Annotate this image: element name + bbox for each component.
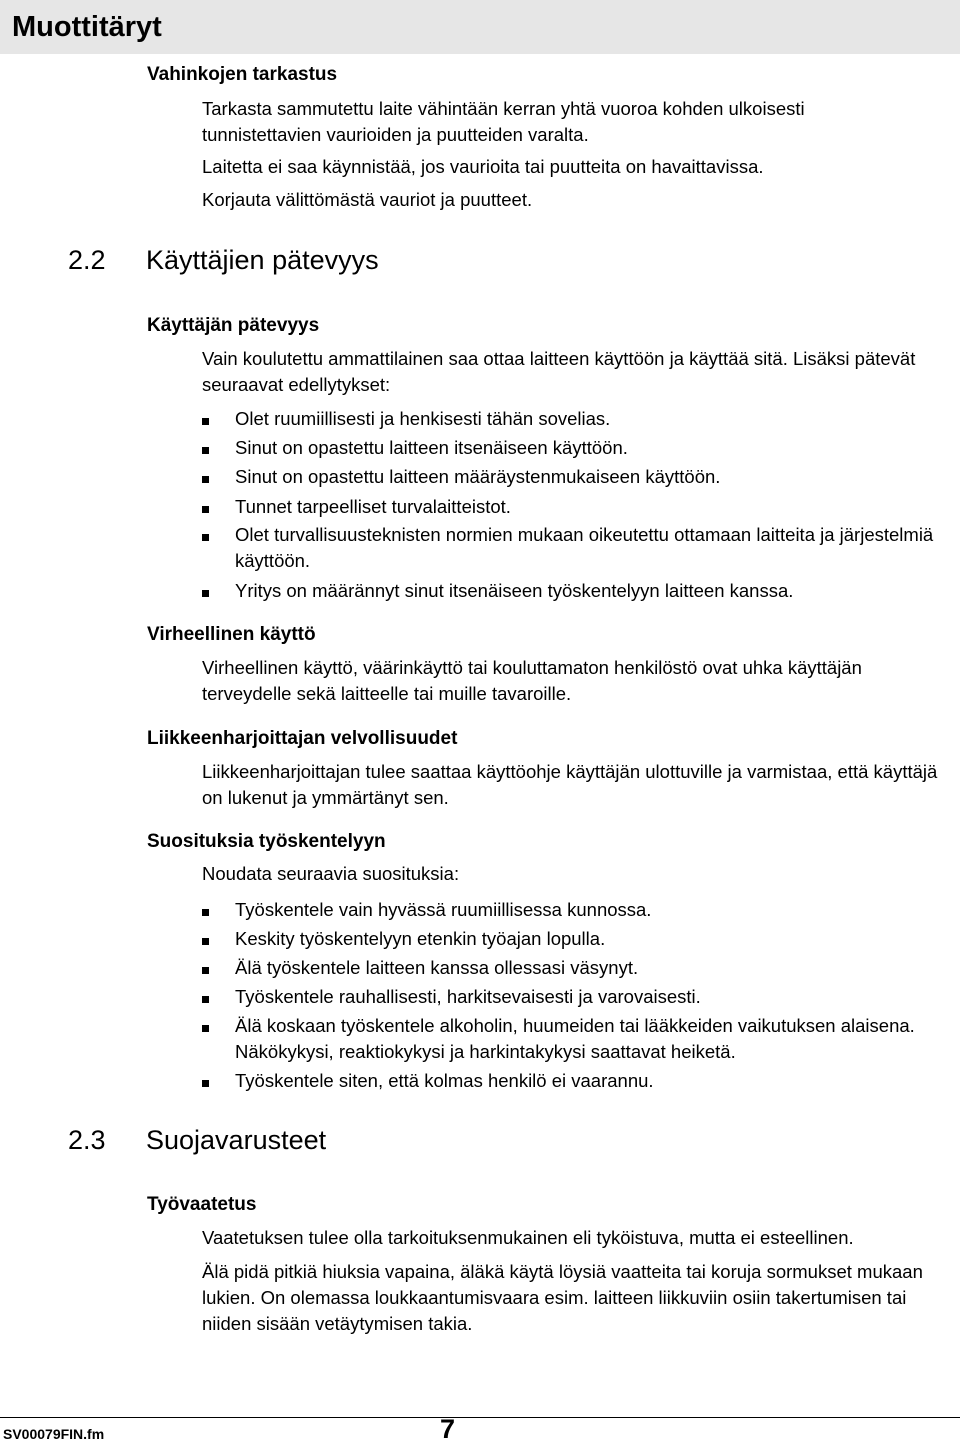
list-item: Työskentele vain hyvässä ruumiillisessa kunnossa. xyxy=(202,897,942,923)
list-item: Älä työskentele laitteen kanssa ollessasi väsynyt. xyxy=(202,955,942,981)
user-competence-heading: Käyttäjän pätevyys xyxy=(147,315,320,336)
clothing-heading: Työvaatetus xyxy=(147,1194,257,1215)
damage-check-paragraph-3: Korjauta välittömästä vauriot ja puutteet. xyxy=(202,189,533,210)
footer-document-code: SV00079FIN.fm xyxy=(3,1426,105,1442)
bullet-square-icon xyxy=(202,996,209,1003)
misuse-text: Virheellinen käyttö, väärinkäyttö tai kouluttamaton henkilöstö ovat uhka käyttäjän terveydelle sekä laitteelle tai muille tavaroille. xyxy=(202,657,862,704)
bullet-square-icon xyxy=(202,476,209,483)
bullet-square-icon xyxy=(202,909,209,916)
page-number: 7 xyxy=(440,1414,456,1444)
clothing-paragraph-1: Vaatetuksen tulee olla tarkoituksenmukainen eli tyköistuva, mutta ei esteellinen. xyxy=(202,1227,854,1248)
damage-check-heading: Vahinkojen tarkastus xyxy=(147,64,338,85)
bullet-square-icon xyxy=(202,447,209,454)
bullet-square-icon xyxy=(202,1025,209,1032)
employer-duties-heading: Liikkeenharjoittajan velvollisuudet xyxy=(147,728,458,749)
work-recommendations-heading: Suosituksia työskentelyyn xyxy=(147,831,386,852)
list-item: Olet ruumiillisesti ja henkisesti tähän sovelias. xyxy=(202,406,942,432)
list-item: Keskity työskentelyyn etenkin työajan lopulla. xyxy=(202,926,942,952)
damage-check-paragraph-1: Tarkasta sammutettu laite vähintään kerran yhtä vuoroa kohden ulkoisesti tunnistettavien vaurioiden ja puutteiden varalta. xyxy=(202,98,805,145)
bullet-square-icon xyxy=(202,418,209,425)
list-item: Tunnet tarpeelliset turvalaitteistot. xyxy=(202,494,942,520)
list-item: Olet turvallisuusteknisten normien mukaan oikeutettu ottamaan laitteita ja järjestelmiä käyttöön. xyxy=(202,522,942,574)
misuse-heading: Virheellinen käyttö xyxy=(147,624,316,645)
bullet-square-icon xyxy=(202,534,209,541)
list-item: Sinut on opastettu laitteen määräystenmukaiseen käyttöön. xyxy=(202,464,942,490)
section-2-2-number: 2.2 xyxy=(68,245,106,275)
list-item: Yritys on määrännyt sinut itsenäiseen työskentelyyn laitteen kanssa. xyxy=(202,578,942,604)
section-2-3-title: Suojavarusteet xyxy=(146,1125,327,1155)
bullet-square-icon xyxy=(202,1080,209,1087)
list-item: Sinut on opastettu laitteen itsenäiseen käyttöön. xyxy=(202,435,942,461)
damage-check-paragraph-2: Laitetta ei saa käynnistää, jos vaurioita tai puutteita on havaittavissa. xyxy=(202,156,764,177)
footer-divider xyxy=(0,1417,960,1418)
list-item: Työskentele rauhallisesti, harkitsevaisesti ja varovaisesti. xyxy=(202,984,942,1010)
work-recommendations-intro: Noudata seuraavia suosituksia: xyxy=(202,863,460,884)
section-2-2-title: Käyttäjien pätevyys xyxy=(146,245,379,275)
list-item: Työskentele siten, että kolmas henkilö ei vaarannu. xyxy=(202,1068,942,1094)
clothing-paragraph-2: Älä pidä pitkiä hiuksia vapaina, äläkä käytä löysiä vaatteita tai koruja sormukset mukaan lukien. On olemassa loukkaantumisvaara esim. laitteen liikkuviin osiin takertumisen tai niiden sisään vetäytymisen takia. xyxy=(202,1261,923,1334)
bullet-square-icon xyxy=(202,967,209,974)
section-2-3-number: 2.3 xyxy=(68,1125,106,1155)
header-band xyxy=(0,0,960,54)
bullet-square-icon xyxy=(202,506,209,513)
user-competence-intro: Vain koulutettu ammattilainen saa ottaa laitteen käyttöön ja käyttää sitä. Lisäksi pätevät seuraavat edellytykset: xyxy=(202,348,916,395)
list-item: Älä koskaan työskentele alkoholin, huumeiden tai lääkkeiden vaikutuksen alaisena. Näkökykysi, reaktiokykysi ja harkintakykysi saattavat heiketä. xyxy=(202,1013,942,1065)
bullet-square-icon xyxy=(202,938,209,945)
bullet-square-icon xyxy=(202,590,209,597)
page-title: Muottitäryt xyxy=(12,11,162,43)
employer-duties-text: Liikkeenharjoittajan tulee saattaa käyttöohje käyttäjän ulottuville ja varmistaa, että käyttäjä on lukenut ja ymmärtänyt sen. xyxy=(202,761,938,808)
